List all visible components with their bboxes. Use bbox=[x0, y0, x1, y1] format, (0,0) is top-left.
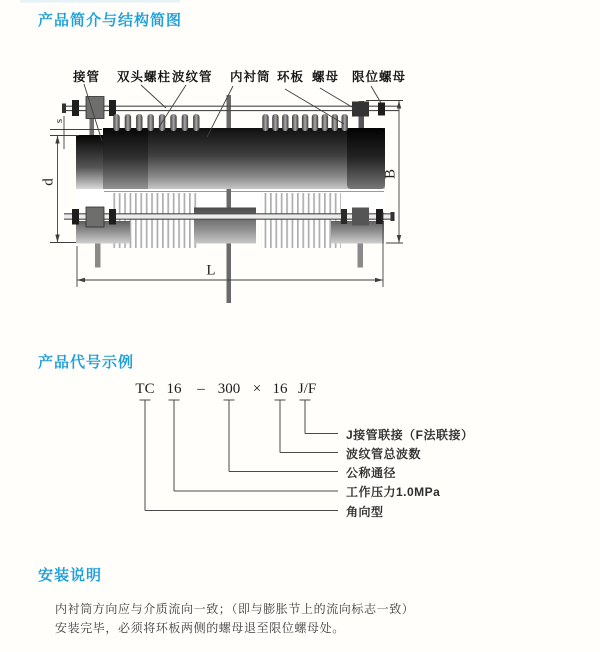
callout-angular-type: 角向型 bbox=[346, 505, 384, 519]
dim-label-d: d bbox=[40, 178, 57, 186]
code-token-type: TC bbox=[135, 381, 155, 397]
part-label-pipe-end: 接管 bbox=[73, 70, 101, 84]
callout-nominal-diameter: 公称通径 bbox=[346, 466, 397, 480]
code-token-waves: 16 bbox=[272, 381, 288, 397]
part-label-stud: 双头螺柱 bbox=[117, 70, 172, 84]
section-heading-code: 产品代号示例 bbox=[38, 354, 135, 371]
section-heading-intro: 产品简介与结构简图 bbox=[38, 12, 183, 29]
callout-connection-type: J接管联接（F法联接） bbox=[346, 428, 474, 442]
part-label-ring-plate: 环板 bbox=[277, 70, 305, 84]
code-token-dash: – bbox=[197, 381, 205, 397]
code-token-pressure: 16 bbox=[166, 381, 182, 397]
code-connector-lines bbox=[140, 400, 339, 511]
dim-label-B: B bbox=[382, 168, 399, 180]
code-token-times: × bbox=[252, 381, 262, 397]
code-token-diameter: 300 bbox=[217, 381, 241, 397]
part-label-limit-nut: 限位螺母 bbox=[352, 70, 407, 84]
dim-label-s: s bbox=[53, 118, 65, 124]
install-note-nut-position: 安装完毕，必须将环板两侧的螺母退至限位螺母处。 bbox=[55, 621, 345, 635]
scan-artifact bbox=[20, 0, 180, 3]
joint-body bbox=[62, 95, 399, 303]
part-label-liner: 内衬筒 bbox=[230, 70, 271, 84]
callout-working-pressure: 工作压力1.0MPa bbox=[346, 485, 441, 499]
part-label-bellows: 波纹管 bbox=[172, 70, 213, 84]
code-token-connection: J/F bbox=[297, 381, 317, 397]
dim-label-L: L bbox=[206, 262, 216, 279]
install-note-flow-direction: 内衬筒方向应与介质流向一致；（即与膨胀节上的流向标志一致） bbox=[55, 602, 415, 616]
callout-wave-count: 波纹管总波数 bbox=[346, 447, 422, 461]
part-label-nut: 螺母 bbox=[312, 70, 340, 84]
section-heading-install: 安装说明 bbox=[38, 567, 103, 584]
